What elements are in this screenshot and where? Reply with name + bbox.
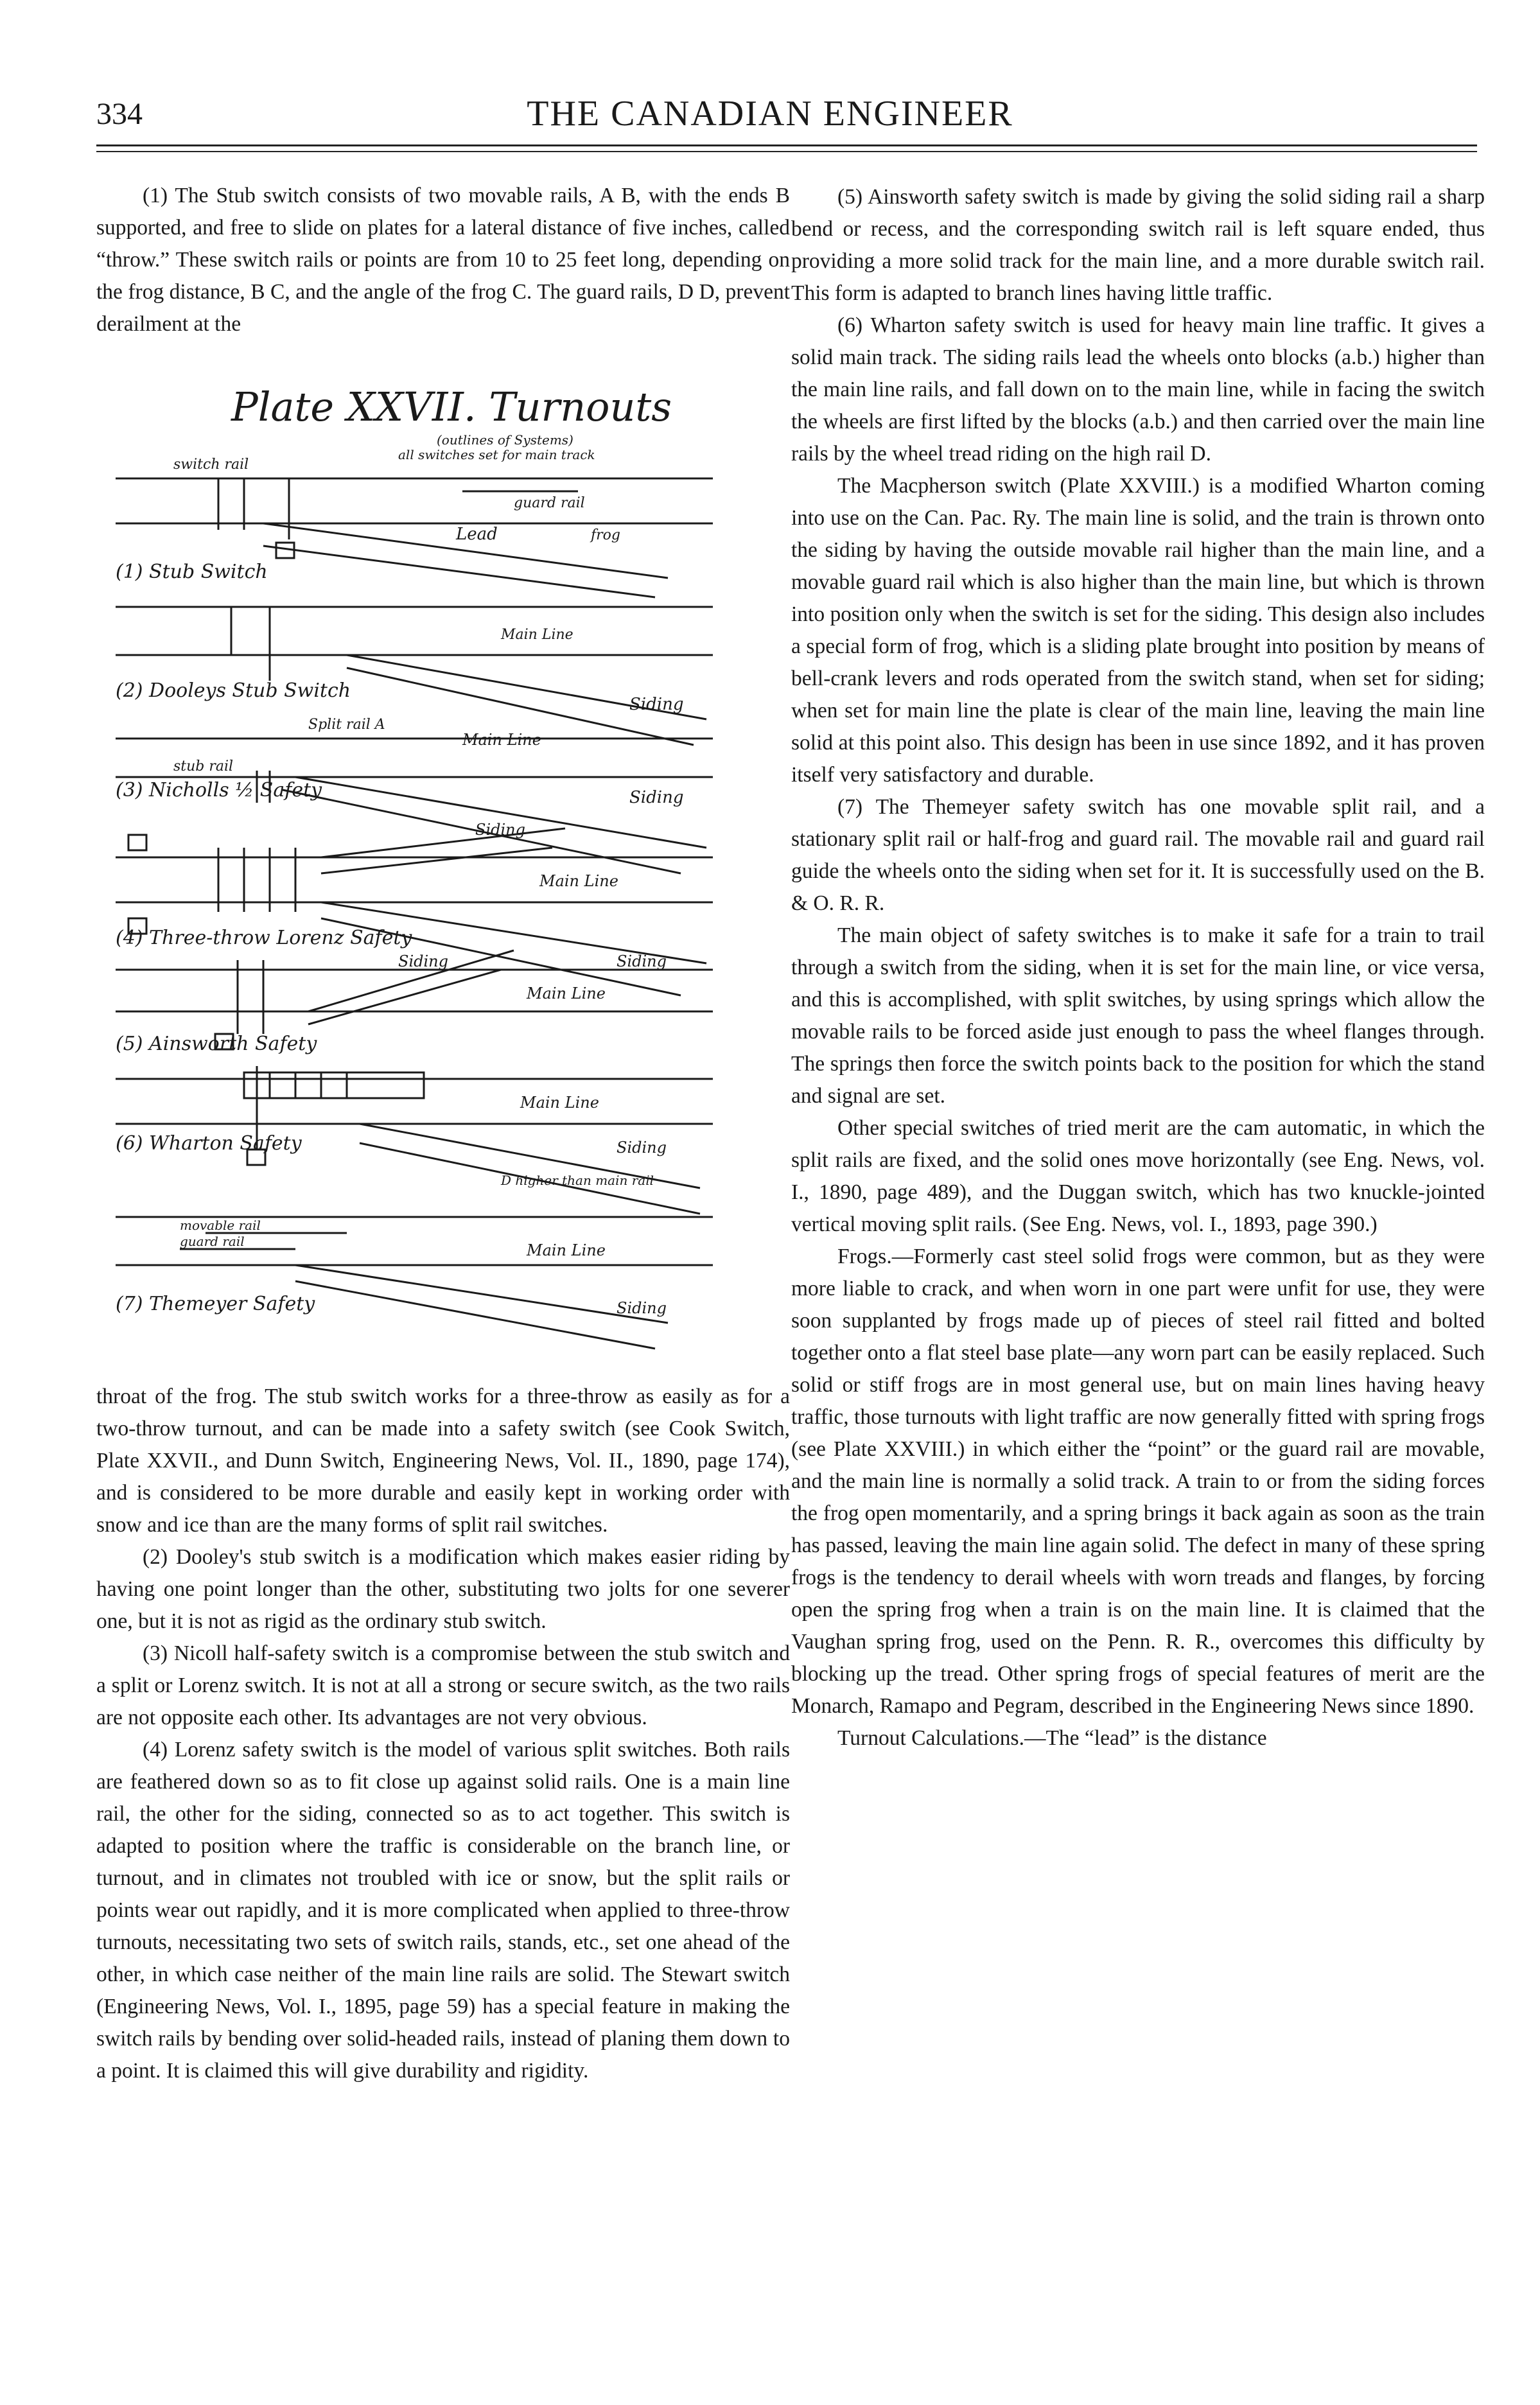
paragraph-stub-continued: throat of the frog. The stub switch works for a three-throw as easily as for a two-throw turnout, and can be made into a safety switch (see Cook Switch, Plate XXVII., and Dunn Switch, Engineering News, Vol. II., 1890, page 174), and is considered to be more durable and easily kept in working order with snow and ice than are the many forms of split rail switches.	[96, 1385, 790, 1537]
label-siding-6: Siding	[617, 1139, 667, 1157]
themeyer-switch-diagram	[116, 1217, 713, 1349]
label-guard-rail-7: guard rail	[180, 1234, 245, 1249]
label-siding-7: Siding	[617, 1299, 667, 1317]
label-main-line-6: Main Line	[520, 1094, 599, 1112]
wharton-switch-diagram	[116, 1066, 713, 1214]
paragraph-turnout-calculations: Turnout Calculations.—The “lead” is the distance	[837, 1726, 1267, 1750]
label-siding-4a: Siding	[475, 821, 525, 839]
paragraph-nicoll: (3) Nicoll half-safety switch is a compromise between the stub switch and a split or Lorenz switch. It is not at all a strong or secure switch, as the two rails are not opposite each other. Its advantages are not very obvious.	[96, 1641, 790, 1729]
journal-title: THE CANADIAN ENGINEER	[527, 94, 1013, 134]
label-main-line-4: Main Line	[539, 872, 618, 890]
paragraph-stub-switch: (1) The Stub switch consists of two movable rails, A B, with the ends B supported, and free to slide on plates for a lateral distance of five inches, called “throw.” These switch rails or points are from 10 to 25 feet long, depending on the frog distance, B C, and the angle of the frog C. The guard rails, D D, prevent derailment at the	[96, 184, 790, 336]
label-siding-3: Siding	[629, 788, 684, 807]
paragraph-ainsworth: (5) Ainsworth safety switch is made by giving the solid siding rail a sharp bend or recess, and the corresponding switch rail is left square ended, thus providing a more solid track for the main line, and a more durable switch rail. This form is adapted to branch lines having little traffic.	[791, 185, 1485, 305]
paragraph-frogs: Frogs.—Formerly cast steel solid frogs were common, but as they were more liable to crack, and when worn in one part were unfit for use, they were soon supplanted by frogs made up of pieces of steel rail fitted and bolted together onto a flat steel base plate—any worn part can be easily replaced. Such solid or stiff frogs are in most general use, but on main lines having heavy traffic, those turnouts with light traffic are now generally fitted with spring frogs (see Plate XXVIII.) in which either the “point” or the guard rail are movable, and the main line is normally a solid track. A train to or from the siding forces the frog open momentarily, and a spring brings it back again as soon as the train has passed, leaving the main line again solid. The defect in many of these spring frogs is the tendency to derail wheels with worn treads and flanges, by forcing open the spring frog when a train is on the main line. It is claimed that the Vaughan spring frog, used on the Penn. R. R., overcomes this difficulty by blocking up the tread. Other spring frogs of special features of merit are the Monarch, Ramapo and Pegram, described in the Engineering News since 1890.	[791, 1245, 1485, 1718]
label-siding-2: Siding	[629, 695, 684, 714]
paragraph-wharton: (6) Wharton safety switch is used for heavy main line traffic. It gives a solid main track. The siding rails lead the wheels onto blocks (a.b.) higher than the main line rails, and fall down on to the main line, while in facing the switch the wheels are first lifted by the blocks (a.b.) and then carried over the main line rails by the wheel tread riding on the high rail D.	[791, 313, 1485, 466]
header-rule-bottom	[96, 151, 1477, 152]
dooleys-switch-diagram	[116, 607, 713, 745]
label-themeyer: (7) Themeyer Safety	[116, 1293, 315, 1315]
label-main-line-3: Main Line	[462, 731, 541, 749]
page-number: 334	[96, 97, 143, 131]
label-three-throw: (4) Three-throw Lorenz Safety	[116, 927, 412, 949]
plate-xxvii-turnouts-figure	[103, 385, 790, 1368]
label-split-rail-a: Split rail A	[308, 717, 385, 733]
label-main-line-7: Main Line	[527, 1241, 606, 1259]
label-lead: Lead	[456, 525, 498, 544]
label-siding-4b: Siding	[617, 952, 667, 970]
plate-title: Plate XXVII. Turnouts	[231, 385, 672, 430]
label-siding-5: Siding	[398, 952, 448, 970]
paragraph-other-switches: Other special switches of tried merit are the cam automatic, in which the split rails are fixed, and the solid ones move horizontally (see Eng. News, vol. I., 1890, page 489), and the Duggan switch, which has two knuckle-jointed vertical moving split rails. (See Eng. News, vol. I., 1893, page 390.)	[791, 1116, 1485, 1236]
right-column	[791, 181, 1485, 1754]
header-rule-top	[96, 144, 1477, 146]
left-column-bottom	[96, 1381, 790, 2087]
label-d-higher: D higher than main rail	[501, 1173, 654, 1188]
label-main-line-5: Main Line	[527, 984, 606, 1002]
label-dooleys: (2) Dooleys Stub Switch	[116, 679, 351, 702]
label-frog: frog	[591, 527, 620, 543]
label-stub-rail: stub rail	[173, 758, 234, 774]
paragraph-macpherson: The Macpherson switch (Plate XXVIII.) is a modified Wharton coming into use on the Can. Pac. Ry. The main line is solid, and the train is thrown onto the siding by having the outside movable rail higher than the main line, and a movable guard rail which is also higher than the main line, but which is thrown into position only when the switch is set for the siding. This design also includes a special form of frog, which is a sliding plate brought into position by means of bell-crank levers and rods operated from the switch stand, when set for siding; when set for main line the plate is clear of the main line, leaving the main line solid at this point also. This design has been in use since 1892, and it has proven itself very satisfactory and durable.	[791, 474, 1485, 787]
label-nicholls: (3) Nicholls ½ Safety	[116, 779, 322, 801]
paragraph-safety-object: The main object of safety switches is to make it safe for a train to trail through a switch from the siding, when it is set for the main line, or vice versa, and this is accomplished, with split switches, by using springs which allow the movable rails to be forced aside just enough to pass the wheel flanges through. The springs then force the switch points back to the position for which the stand and signal are set.	[791, 923, 1485, 1108]
paragraph-lorenz: (4) Lorenz safety switch is the model of various split switches. Both rails are feathered down so as to fit close up against solid rails. One is a main line rail, the other for the siding, connected so as to act together. This switch is adapted to position where the traffic is considerable on the branch line, or turnout, and in climates not troubled with ice or snow, but the split rails or points wear out rapidly, and it is more complicated when applied to three-throw turnouts, necessitating two sets of switch rails, stands, etc., set one ahead of the other, in which case neither of the main line rails are solid. The Stewart switch (Engineering News, Vol. I., 1895, page 59) has a special feature in making the switch rails by bending over solid-headed rails, instead of planing them down to a point. It is claimed this will give durability and rigidity.	[96, 1738, 790, 2083]
label-guard-rail: guard rail	[514, 495, 585, 511]
label-movable-rail: movable rail	[180, 1218, 261, 1233]
label-switch-rail: switch rail	[173, 457, 249, 473]
label-stub-switch: (1) Stub Switch	[116, 561, 268, 583]
label-main-line-2: Main Line	[501, 627, 573, 643]
left-column-top	[96, 180, 790, 340]
plate-subtitle-1: (outlines of Systems)	[437, 432, 573, 448]
label-wharton: (6) Wharton Safety	[116, 1132, 302, 1155]
stub-switch-diagram	[116, 457, 713, 597]
label-ainsworth: (5) Ainsworth Safety	[116, 1033, 317, 1055]
paragraph-themeyer: (7) The Themeyer safety switch has one movable split rail, and a stationary split rail or half-frog and guard rail. The movable rail and guard rail guide the wheels onto the siding when set for it. It is successfully used on the B. & O. R. R.	[791, 795, 1485, 915]
nicholls-switch-diagram	[116, 717, 713, 873]
paragraph-dooley: (2) Dooley's stub switch is a modification which makes easier riding by having one point longer than the other, substituting two jolts for one severer one, but it is not as rigid as the ordinary stub switch.	[96, 1545, 790, 1633]
plate-subtitle-2: all switches set for main track	[398, 447, 595, 462]
